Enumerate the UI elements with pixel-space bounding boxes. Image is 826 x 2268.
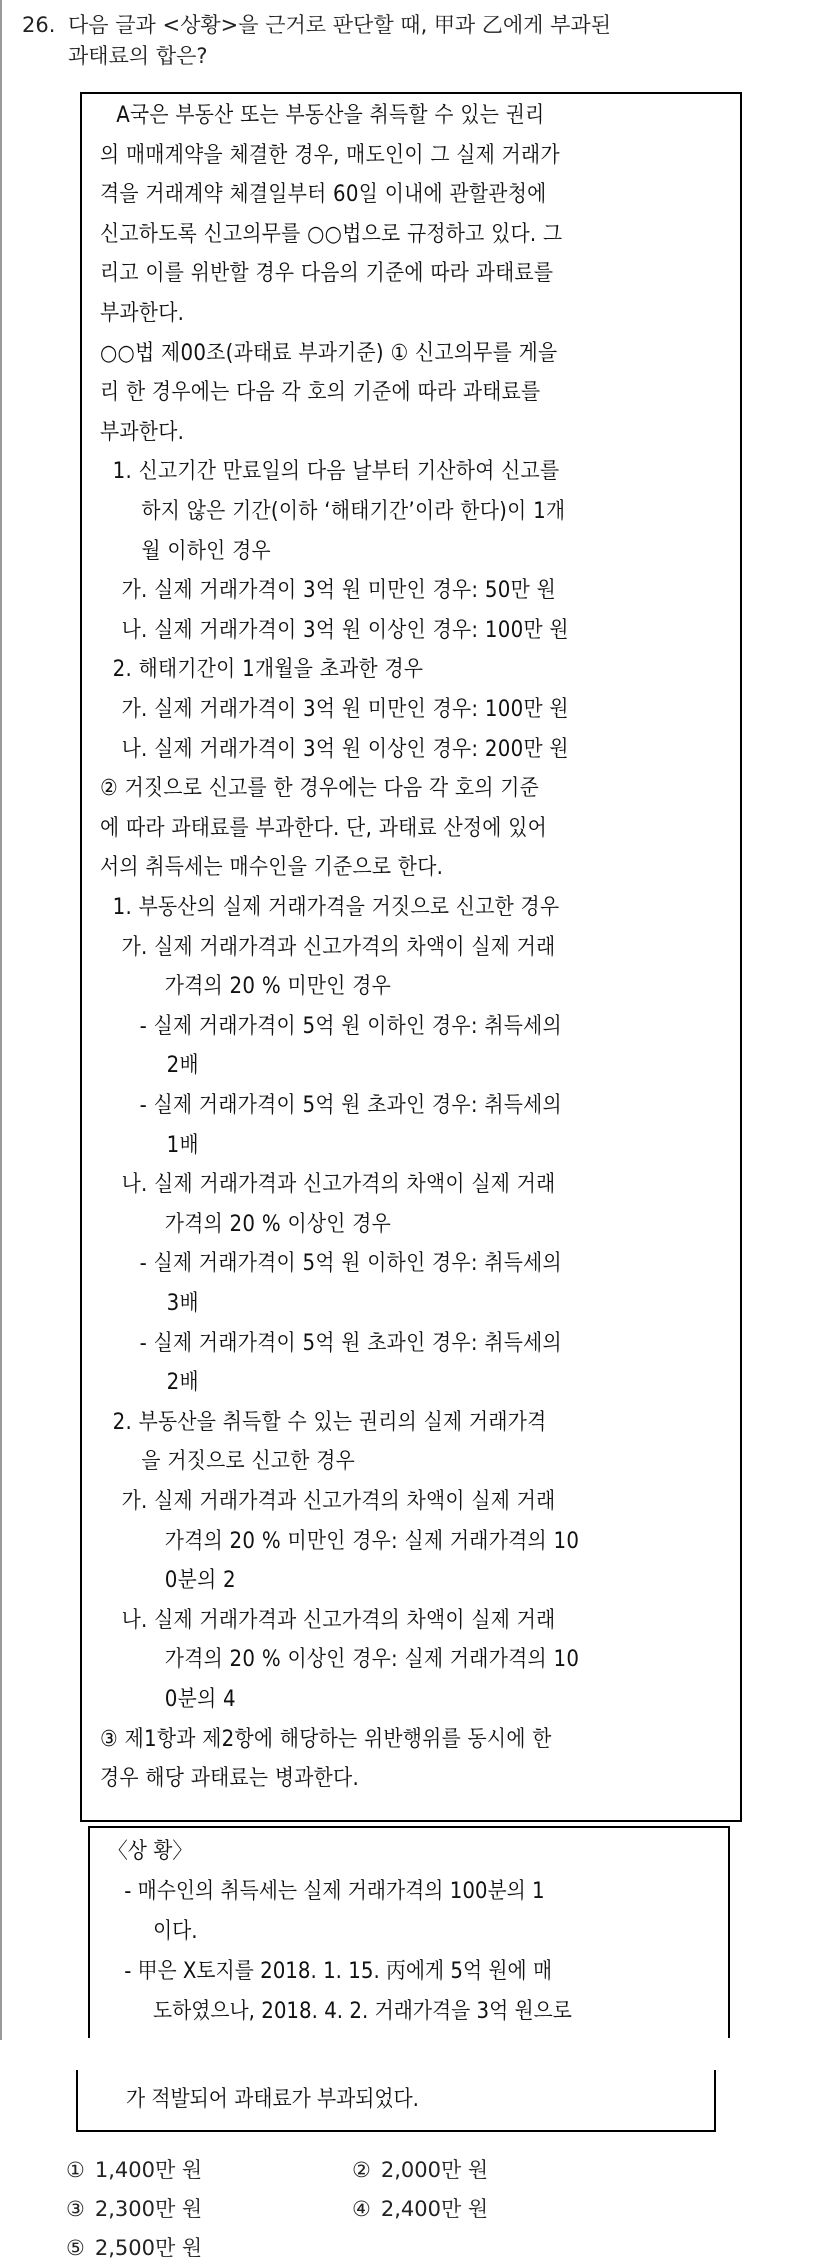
choice-label: 1,400만 원 — [94, 2158, 203, 2182]
passage-line: 부과한다. — [100, 419, 185, 445]
passage-line: 가. 실제 거래가격과 신고가격의 차액이 실제 거래 — [121, 1489, 556, 1514]
passage-box — [80, 92, 742, 1822]
passage-line: 2. 해태기간이 1개월을 초과한 경우 — [112, 657, 424, 683]
passage-line: 1. 신고기간 만료일의 다음 날부터 기산하여 신고를 — [112, 459, 560, 485]
passage-line: 월 이하인 경우 — [141, 538, 271, 564]
choice-label: 2,500만 원 — [94, 2236, 203, 2260]
passage-line: 2배 — [166, 1053, 199, 1079]
page-margin-rule — [0, 0, 2, 2045]
passage-line: 2배 — [166, 1370, 199, 1396]
passage-line: 부과한다. — [100, 301, 185, 326]
choice-marker: ④ — [352, 2197, 371, 2221]
choice-label: 2,400만 원 — [380, 2197, 489, 2221]
passage-line: 리 한 경우에는 다음 각 호의 기준에 따라 과태료를 — [100, 380, 541, 406]
passage-line: 0분의 4 — [164, 1687, 236, 1712]
passage-line: ③ 제1항과 제2항에 해당하는 위반행위를 동시에 한 — [100, 1726, 552, 1752]
passage-line: 가격의 20 % 미만인 경우: 실제 거래가격의 10 — [164, 1528, 580, 1554]
passage-line: - 실제 거래가격이 5억 원 초과인 경우: 취득세의 — [139, 1093, 562, 1118]
passage-line: 1. 부동산의 실제 거래가격을 거짓으로 신고한 경우 — [112, 895, 560, 920]
choice-3[interactable] — [66, 2194, 202, 2224]
passage-line: 하지 않은 기간(이하 ‘해태기간’이라 한다)이 1개 — [141, 499, 566, 524]
passage-line: 신고하도록 신고의무를 ○○법으로 규정하고 있다. 그 — [100, 221, 563, 247]
passage-line: 경우 해당 과태료는 병과한다. — [100, 1766, 360, 1792]
passage-line: 가. 실제 거래가격이 3억 원 미만인 경우: 100만 원 — [121, 697, 569, 722]
passage-line: - 실제 거래가격이 5억 원 이하인 경우: 취득세의 — [139, 1251, 562, 1277]
choice-marker: ⑤ — [66, 2236, 85, 2260]
choice-4[interactable] — [352, 2194, 488, 2224]
situation-line: 도하였으나, 2018. 4. 2. 거래가격을 3억 원으로 — [153, 1999, 572, 2024]
passage-line: 리고 이를 위반할 경우 다음의 기준에 따라 과태료를 — [100, 261, 554, 287]
passage-line: 격을 거래계약 체결일부터 60일 이내에 관할관청에 — [100, 182, 547, 208]
situation-box-continued — [76, 2070, 716, 2132]
passage-line: 1배 — [166, 1132, 199, 1158]
choice-2[interactable] — [352, 2155, 488, 2185]
passage-line: 의 매매계약을 체결한 경우, 매도인이 그 실제 거래가 — [100, 142, 560, 168]
choice-5[interactable] — [66, 2233, 202, 2263]
passage-line: 2. 부동산을 취득할 수 있는 권리의 실제 거래가격 — [112, 1409, 547, 1435]
situation-title: 〈상 황〉 — [108, 1839, 193, 1864]
question-stem — [22, 10, 611, 72]
passage-line: 나. 실제 거래가격과 신고가격의 차액이 실제 거래 — [121, 1172, 556, 1198]
choice-1[interactable] — [66, 2155, 202, 2185]
choice-marker: ① — [66, 2158, 85, 2182]
choice-label: 2,000만 원 — [380, 2158, 489, 2182]
choice-label: 2,300만 원 — [94, 2197, 203, 2221]
passage-line: - 실제 거래가격이 5억 원 초과인 경우: 취득세의 — [139, 1330, 562, 1356]
passage-line: A국은 부동산 또는 부동산을 취득할 수 있는 권리 — [116, 103, 545, 128]
situation-last-line: 가 적발되어 과태료가 부과되었다. — [126, 2087, 419, 2112]
passage-line: 나. 실제 거래가격이 3억 원 이상인 경우: 200만 원 — [121, 736, 569, 762]
passage-line: ② 거짓으로 신고를 한 경우에는 다음 각 호의 기준 — [100, 776, 540, 802]
question-number: 26. — [22, 13, 56, 37]
passage-line: ○○법 제00조(과태료 부과기준) ① 신고의무를 게을 — [100, 340, 558, 366]
passage-line: 0분의 2 — [164, 1568, 236, 1594]
situation-line: - 매수인의 취득세는 실제 거래가격의 100분의 1 — [124, 1879, 545, 1904]
situation-line: 이다. — [153, 1919, 198, 1944]
passage-line: - 실제 거래가격이 5억 원 이하인 경우: 취득세의 — [139, 1013, 562, 1039]
question-line-2: 과태료의 합은? — [68, 44, 208, 68]
passage-line: 에 따라 과태료를 부과한다. 단, 과태료 산정에 있어 — [100, 815, 548, 841]
choice-marker: ③ — [66, 2197, 85, 2221]
passage-line: 서의 취득세는 매수인을 기준으로 한다. — [100, 855, 444, 881]
choice-marker: ② — [352, 2158, 371, 2182]
question-text: 다음 글과 <상황>을 근거로 판단할 때, 甲과 乙에게 부과된 — [68, 13, 611, 37]
scan-gap — [0, 2040, 826, 2070]
situation-box — [88, 1826, 730, 2038]
passage-line: 가. 실제 거래가격과 신고가격의 차액이 실제 거래 — [121, 934, 556, 960]
passage-line: 가격의 20 % 미만인 경우 — [164, 974, 392, 1000]
passage-line: 가격의 20 % 이상인 경우: 실제 거래가격의 10 — [164, 1647, 580, 1673]
passage-line: 가격의 20 % 이상인 경우 — [164, 1211, 392, 1237]
passage-line: 3배 — [166, 1291, 199, 1316]
question-line-1 — [22, 10, 611, 41]
passage-line: 을 거짓으로 신고한 경우 — [141, 1449, 356, 1475]
passage-line: 나. 실제 거래가격이 3억 원 이상인 경우: 100만 원 — [121, 617, 569, 643]
passage-line: 가. 실제 거래가격이 3억 원 미만인 경우: 50만 원 — [121, 578, 556, 604]
passage-line: 나. 실제 거래가격과 신고가격의 차액이 실제 거래 — [121, 1607, 556, 1633]
situation-line: - 甲은 X토지를 2018. 1. 15. 丙에게 5억 원에 매 — [124, 1959, 553, 1984]
